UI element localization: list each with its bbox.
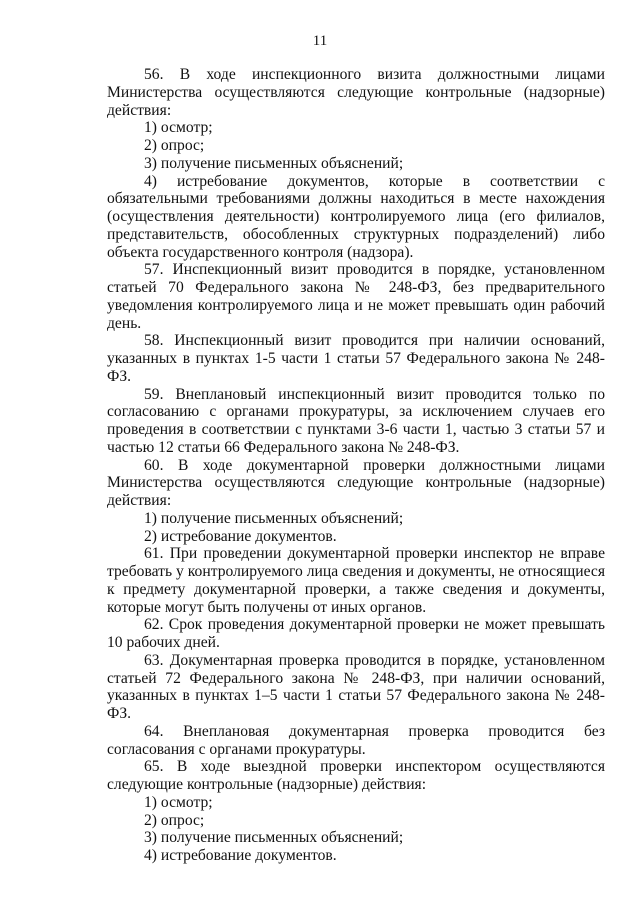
list-item-65-1: 1) осмотр; — [144, 793, 213, 811]
document-body — [107, 66, 605, 865]
paragraph-57: 57. Инспекционный визит проводится в порядке, установленном статьей 70 Федерального закона № 248-ФЗ, без предварительного уведомления контролируемого лица и не может превышать один рабочий день. — [107, 261, 605, 332]
list-item-65-2: 2) опрос; — [144, 811, 205, 829]
list-item-56-4: 4) истребование документов, которые в соответствии с обязательными требованиями должны находиться в месте нахождения (осуществления деятельности) контролируемого лица (его филиалов, представительств, обособленных структурных подразделений) либо объекта государственного контроля (надзора). — [107, 172, 605, 261]
list-item-65-4: 4) истребование документов. — [144, 847, 337, 864]
paragraph-59: 59. Внеплановый инспекционный визит проводится только по согласованию с органами прокуратуры, за исключением случаев его проведения в соответствии с пунктами 3-6 части 1, частью 3 статьи 57 и частью 12 статьи 66 Федерального закона № 248-ФЗ. — [107, 385, 605, 456]
list-item-56-1: 1) осмотр; — [144, 119, 213, 137]
paragraph-63: 63. Документарная проверка проводится в порядке, установленном статьей 72 Федерального закона № 248-ФЗ, при наличии оснований, указанных в пунктах 1–5 части 1 статьи 57 Федерального закона № 248-ФЗ. — [107, 651, 605, 722]
paragraph-62: 62. Срок проведения документарной проверки не может превышать 10 рабочих дней. — [107, 616, 605, 651]
list-item-60-2: 2) истребование документов. — [144, 527, 337, 545]
paragraph-58: 58. Инспекционный визит проводится при наличии оснований, указанных в пунктах 1-5 части 1 статьи 57 Федерального закона № 248-ФЗ. — [107, 332, 605, 385]
list-item-56-3: 3) получение письменных объяснений; — [144, 154, 404, 172]
list-item-65-3: 3) получение письменных объяснений; — [144, 829, 404, 847]
page-number: 11 — [312, 33, 328, 49]
paragraph-65: 65. В ходе выездной проверки инспектором осуществляются следующие контрольные (надзорные) действия: — [107, 758, 605, 793]
list-item-60-1: 1) получение письменных объяснений; — [144, 509, 404, 527]
paragraph-61: 61. При проведении документарной проверки инспектор не вправе требовать у контролируемого лица сведения и документы, не относящиеся к предмету документарной проверки, а также сведения и документы, которые могут быть получены от иных органов. — [107, 545, 605, 616]
paragraph-56: 56. В ходе инспекционного визита должностными лицами Министерства осуществляются следующие контрольные (надзорные) действия: — [107, 66, 605, 119]
paragraph-64: 64. Внеплановая документарная проверка проводится без согласования с органами прокуратуры. — [107, 722, 605, 758]
paragraph-60: 60. В ходе документарной проверки должностными лицами Министерства осуществляются следующие контрольные (надзорные) действия: — [107, 456, 605, 509]
list-item-56-2: 2) опрос; — [144, 137, 205, 154]
